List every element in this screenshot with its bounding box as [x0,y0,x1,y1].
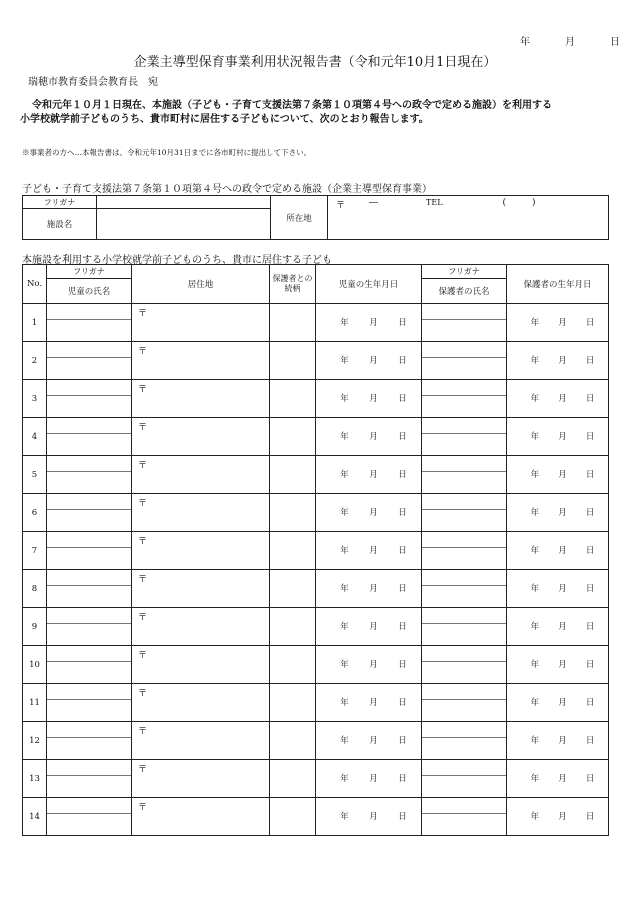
facility-location-label: 所在地 [271,196,328,240]
child-address-field[interactable] [132,304,270,342]
guardian-birth-field[interactable] [507,532,609,570]
year-label: 年 [530,546,540,556]
intro-text [20,99,615,127]
postal-mark: 〒 [138,575,148,585]
table-row [23,456,609,494]
child-birth-field[interactable] [316,608,422,646]
month-label: 月 [369,432,378,442]
day-label: 日 [398,394,407,404]
month-label: 月 [558,470,567,480]
day-label: 日 [585,508,595,518]
table-row [23,418,609,456]
year-label: 年 [530,584,540,594]
postal-mark: 〒 [138,803,148,813]
col-child-name-header: 児童の氏名 [47,279,132,304]
day-label: 日 [585,660,595,670]
postal-mark: 〒 [138,423,148,433]
guardian-furigana-field[interactable] [422,342,506,358]
table-row [23,646,609,684]
guardian-name-field[interactable] [422,456,507,494]
year-label: 年 [340,812,349,822]
table-row [23,494,609,532]
month-label: 月 [369,812,378,822]
child-birth-field[interactable] [316,798,422,836]
document-title: 企業主導型保育事業利用状況報告書（令和元年10月1日現在） [133,55,497,70]
row-number: 8 [23,570,47,608]
row-number: 1 [23,304,47,342]
facility-name-label: 施設名 [23,209,97,240]
submission-note: ※事業者の方へ…本報告書は、令和元年10月31日までに各市町村に提出して下さい。 [22,148,312,157]
table-row [23,304,609,342]
facility-tel-paren-open: ( [502,198,507,208]
month-label: 月 [558,736,567,746]
year-label: 年 [530,356,540,366]
row-number: 10 [23,646,47,684]
month-label: 月 [558,698,567,708]
guardian-birth-field[interactable] [507,304,609,342]
postal-mark: 〒 [138,613,148,623]
child-address-field[interactable] [132,722,270,760]
table-row [23,570,609,608]
facility-name-field[interactable] [97,209,271,240]
guardian-furigana-field[interactable] [422,532,506,548]
col-no-header: No. [23,265,47,304]
year-label: 年 [530,812,540,822]
guardian-name-field[interactable] [422,608,507,646]
table-row [23,722,609,760]
month-label: 月 [369,698,378,708]
postal-mark: 〒 [138,385,148,395]
guardian-birth-field[interactable] [507,418,609,456]
month-label: 月 [558,660,567,670]
child-furigana-field[interactable] [47,570,131,586]
day-label: 日 [398,432,407,442]
year-label: 年 [340,736,349,746]
col-relation-header: 保護者との続柄 [270,265,316,304]
child-name-field[interactable] [47,608,132,646]
relation-field[interactable] [270,684,316,722]
child-furigana-field[interactable] [47,798,131,814]
child-birth-field[interactable] [316,532,422,570]
day-label: 日 [585,736,595,746]
child-address-field[interactable] [132,456,270,494]
child-birth-field[interactable] [316,342,422,380]
child-furigana-field[interactable] [47,418,131,434]
guardian-birth-field[interactable] [507,646,609,684]
day-label: 日 [398,508,407,518]
guardian-furigana-field[interactable] [422,760,506,776]
child-name-field[interactable] [47,798,132,836]
child-address-field[interactable] [132,418,270,456]
day-label: 日 [398,660,407,670]
month-label: 月 [369,736,378,746]
child-furigana-field[interactable] [47,494,131,510]
children-table [22,264,609,836]
year-label: 年 [340,584,349,594]
child-name-field[interactable] [47,760,132,798]
guardian-name-field[interactable] [422,798,507,836]
year-label: 年 [530,470,540,480]
year-label: 年 [340,432,349,442]
guardian-name-field[interactable] [422,646,507,684]
table-row [23,532,609,570]
day-label: 日 [585,812,595,822]
guardian-birth-field[interactable] [507,570,609,608]
day-label: 日 [398,546,407,556]
child-address-field[interactable] [132,494,270,532]
relation-field[interactable] [270,608,316,646]
day-label: 日 [585,356,595,366]
facility-heading: 子ども・子育て支援法第７条第１０項第４号への政令で定める施設（企業主導型保育事業） [22,184,432,195]
postal-mark: 〒 [138,689,148,699]
child-birth-field[interactable] [316,456,422,494]
month-label: 月 [558,318,567,328]
table-row [23,798,609,836]
child-birth-field[interactable] [316,760,422,798]
month-label: 月 [558,356,567,366]
day-label: 日 [398,698,407,708]
child-furigana-field[interactable] [47,456,131,472]
postal-mark: 〒 [138,309,148,319]
postal-mark: 〒 [138,461,148,471]
guardian-birth-field[interactable] [507,342,609,380]
month-label: 月 [558,812,567,822]
row-number: 11 [23,684,47,722]
child-address-field[interactable] [132,532,270,570]
child-name-field[interactable] [47,304,132,342]
guardian-name-field[interactable] [422,380,507,418]
year-label: 年 [340,394,349,404]
row-number: 4 [23,418,47,456]
table-row [23,760,609,798]
guardian-name-field[interactable] [422,418,507,456]
year-label: 年 [340,356,349,366]
intro-line-1: 令和元年１０月１日現在、本施設（子ども・子育て支援法第７条第１０項第４号への政令で定める施設）を利用する [32,100,552,111]
year-label: 年 [340,698,349,708]
guardian-birth-field[interactable] [507,494,609,532]
table-row [23,380,609,418]
guardian-furigana-field[interactable] [422,380,506,396]
child-address-field[interactable] [132,380,270,418]
child-address-field[interactable] [132,760,270,798]
child-furigana-field[interactable] [47,532,131,548]
guardian-birth-field[interactable] [507,608,609,646]
child-furigana-field[interactable] [47,304,131,320]
guardian-birth-field[interactable] [507,456,609,494]
col-guardian-furigana-header: フリガナ [422,265,507,279]
date-year: 年 [520,37,530,48]
child-name-field[interactable] [47,646,132,684]
postal-mark: 〒 [138,499,148,509]
child-furigana-field[interactable] [47,380,131,396]
year-label: 年 [340,660,349,670]
month-label: 月 [558,546,567,556]
day-label: 日 [585,774,595,784]
month-label: 月 [558,394,567,404]
child-furigana-field[interactable] [47,684,131,700]
year-label: 年 [340,508,349,518]
facility-postal-dash: ― [369,198,379,208]
month-label: 月 [369,546,378,556]
children-heading: 本施設を利用する小学校就学前子どものうち、貴市に居住する子ども [22,255,332,266]
child-furigana-field[interactable] [47,646,131,662]
month-label: 月 [558,508,567,518]
row-number: 12 [23,722,47,760]
child-birth-field[interactable] [316,418,422,456]
report-date [520,33,620,48]
guardian-birth-field[interactable] [507,798,609,836]
year-label: 年 [530,508,540,518]
month-label: 月 [369,774,378,784]
day-label: 日 [585,622,595,632]
relation-field[interactable] [270,342,316,380]
year-label: 年 [340,774,349,784]
child-birth-field[interactable] [316,646,422,684]
row-number: 13 [23,760,47,798]
day-label: 日 [585,470,595,480]
row-number: 7 [23,532,47,570]
relation-field[interactable] [270,532,316,570]
child-name-field[interactable] [47,722,132,760]
month-label: 月 [369,584,378,594]
facility-table [22,195,609,240]
child-furigana-field[interactable] [47,722,131,738]
guardian-furigana-field[interactable] [422,456,506,472]
relation-field[interactable] [270,570,316,608]
child-name-field[interactable] [47,456,132,494]
guardian-name-field[interactable] [422,494,507,532]
child-name-field[interactable] [47,570,132,608]
guardian-name-field[interactable] [422,304,507,342]
guardian-furigana-field[interactable] [422,304,506,320]
date-month: 月 [565,37,575,48]
facility-address-line [328,196,608,211]
relation-field[interactable] [270,722,316,760]
table-row [23,608,609,646]
col-furigana-header: フリガナ [47,265,132,279]
year-label: 年 [530,698,540,708]
postal-mark: 〒 [138,347,148,357]
guardian-name-field[interactable] [422,760,507,798]
postal-mark: 〒 [138,727,148,737]
child-name-field[interactable] [47,418,132,456]
child-birth-field[interactable] [316,494,422,532]
intro-line-2: 小学校就学前子どものうち、貴市町村に居住する子どもについて、次のとおり報告します。 [20,114,429,125]
guardian-furigana-field[interactable] [422,722,506,738]
day-label: 日 [585,546,595,556]
month-label: 月 [558,584,567,594]
row-number: 9 [23,608,47,646]
col-guardian-name-header: 保護者の氏名 [422,279,507,304]
child-birth-field[interactable] [316,380,422,418]
day-label: 日 [585,394,595,404]
guardian-furigana-field[interactable] [422,570,506,586]
day-label: 日 [398,356,407,366]
month-label: 月 [558,432,567,442]
child-address-field[interactable] [132,798,270,836]
facility-furigana-field[interactable] [97,196,271,209]
child-address-field[interactable] [132,570,270,608]
child-furigana-field[interactable] [47,608,131,624]
guardian-birth-field[interactable] [507,380,609,418]
year-label: 年 [340,546,349,556]
guardian-birth-field[interactable] [507,684,609,722]
day-label: 日 [398,318,407,328]
row-number: 14 [23,798,47,836]
relation-field[interactable] [270,418,316,456]
day-label: 日 [585,584,595,594]
child-furigana-field[interactable] [47,760,131,776]
child-address-field[interactable] [132,342,270,380]
year-label: 年 [340,470,349,480]
relation-field[interactable] [270,380,316,418]
year-label: 年 [340,318,349,328]
child-address-field[interactable] [132,646,270,684]
child-birth-field[interactable] [316,570,422,608]
relation-field[interactable] [270,456,316,494]
child-address-field[interactable] [132,608,270,646]
month-label: 月 [558,774,567,784]
child-address-field[interactable] [132,684,270,722]
table-row [23,684,609,722]
relation-field[interactable] [270,646,316,684]
child-birth-field[interactable] [316,722,422,760]
month-label: 月 [369,394,378,404]
guardian-name-field[interactable] [422,532,507,570]
row-number: 2 [23,342,47,380]
facility-tel-paren-close: ) [532,198,536,208]
day-label: 日 [398,622,407,632]
guardian-furigana-field[interactable] [422,798,506,814]
table-row [23,342,609,380]
row-number: 5 [23,456,47,494]
month-label: 月 [369,318,378,328]
year-label: 年 [530,432,540,442]
child-furigana-field[interactable] [47,342,131,358]
guardian-furigana-field[interactable] [422,608,506,624]
month-label: 月 [369,356,378,366]
child-birth-field[interactable] [316,304,422,342]
year-label: 年 [530,736,540,746]
relation-field[interactable] [270,494,316,532]
child-name-field[interactable] [47,494,132,532]
postal-mark: 〒 [138,651,148,661]
date-day: 日 [610,37,620,48]
child-name-field[interactable] [47,532,132,570]
day-label: 日 [585,432,595,442]
postal-mark: 〒 [138,765,148,775]
guardian-furigana-field[interactable] [422,494,506,510]
guardian-birth-field[interactable] [507,760,609,798]
day-label: 日 [398,812,407,822]
year-label: 年 [340,622,349,632]
day-label: 日 [398,736,407,746]
day-label: 日 [398,470,407,480]
day-label: 日 [398,584,407,594]
guardian-name-field[interactable] [422,570,507,608]
facility-postal-mark: 〒 [336,201,346,211]
month-label: 月 [369,622,378,632]
year-label: 年 [530,774,540,784]
month-label: 月 [558,622,567,632]
relation-field[interactable] [270,760,316,798]
facility-tel-label: TEL [426,198,443,207]
year-label: 年 [530,660,540,670]
day-label: 日 [585,318,595,328]
row-number: 3 [23,380,47,418]
relation-field[interactable] [270,798,316,836]
col-guardian-birth-header: 保護者の生年月日 [507,265,609,304]
guardian-name-field[interactable] [422,722,507,760]
facility-location-field[interactable] [328,196,609,240]
month-label: 月 [369,508,378,518]
child-name-field[interactable] [47,342,132,380]
year-label: 年 [530,622,540,632]
postal-mark: 〒 [138,537,148,547]
child-name-field[interactable] [47,684,132,722]
day-label: 日 [585,698,595,708]
day-label: 日 [398,774,407,784]
row-number: 6 [23,494,47,532]
facility-furigana-label: フリガナ [23,196,97,209]
month-label: 月 [369,660,378,670]
year-label: 年 [530,394,540,404]
guardian-birth-field[interactable] [507,722,609,760]
year-label: 年 [530,318,540,328]
guardian-name-field[interactable] [422,342,507,380]
guardian-furigana-field[interactable] [422,418,506,434]
child-birth-field[interactable] [316,684,422,722]
addressee: 瑞穂市教育委員会教育長 宛 [28,77,158,88]
guardian-furigana-field[interactable] [422,646,506,662]
month-label: 月 [369,470,378,480]
col-address-header: 居住地 [132,265,270,304]
child-name-field[interactable] [47,380,132,418]
col-child-birth-header: 児童の生年月日 [316,265,422,304]
guardian-name-field[interactable] [422,684,507,722]
guardian-furigana-field[interactable] [422,684,506,700]
relation-field[interactable] [270,304,316,342]
